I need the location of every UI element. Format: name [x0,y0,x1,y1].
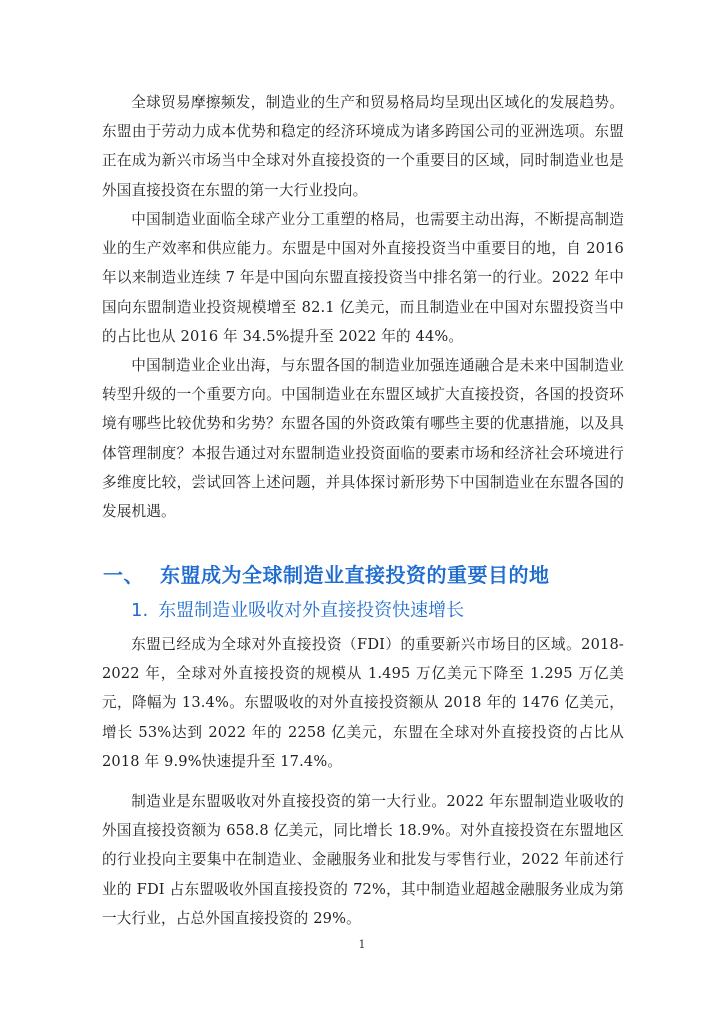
subsection-heading-number: 1. [131,600,149,621]
intro-paragraph-3: 中国制造业企业出海，与东盟各国的制造业加强连通融合是未来中国制造业转型升级的一个重要方向。中国制造业在东盟区域扩大直接投资，各国的投资环境有哪些比较优势和劣势？东盟各国的外资政策有哪些主要的优惠措施，以及具体管理制度？本报告通过对东盟制造业投资面临的要素市场和经济社会环境进行多维度比较，尝试回答上述问题，并具体探讨新形势下中国制造业在东盟各国的发展机遇。 [102,357,624,521]
section-heading-title: 东盟成为全球制造业直接投资的重要目的地 [160,563,550,587]
intro-paragraph-1: 全球贸易摩擦频发，制造业的生产和贸易格局均呈现出区域化的发展趋势。东盟由于劳动力成本优势和稳定的经济环境成为诸多跨国公司的亚洲选项。东盟正在成为新兴市场当中全球对外直接投资的一个重要目的区域，同时制造业也是外国直接投资在东盟的第一大行业投向。 [102,94,624,199]
section-heading [103,561,550,589]
body-paragraph-manufacturing: 制造业是东盟吸收对外直接投资的第一大行业。2022 年东盟制造业吸收的外国直接投资额为 658.8 亿美元，同比增长 18.9%。对外直接投资在东盟地区的行业投向主要集中在制造业、金融服务业和批发与零售行业，2022 年前述行业的 FDI 占东盟吸收外国直接投资的 72%，其中制造业超越金融服务业成为第一大行业，占总外国直接投资的 29%。 [102,793,624,927]
page-number: 1 [358,938,366,951]
body-paragraph-fdi-growth: 东盟已经成为全球对外直接投资（FDI）的重要新兴市场目的区域。2018-2022 年，全球对外直接投资的规模从 1.495 万亿美元下降至 1.295 万亿美元，降幅为 13.4%。东盟吸收的对外直接投资额从 2018 年的 1476 亿美元，增长 53%达到 2022 年的 2258 亿美元，东盟在全球对外直接投资的占比从 2018 年 9.9%快速提升至 17.4%。 [102,636,624,770]
section-heading-number: 一、 [103,563,144,587]
intro-paragraph-2: 中国制造业面临全球产业分工重塑的格局，也需要主动出海，不断提高制造业的生产效率和供应能力。东盟是中国对外直接投资当中重要目的地，自 2016 年以来制造业连续 7 年是中国向东盟直接投资当中排名第一的行业。2022 年中国向东盟制造业投资规模增至 82.1 亿美元，而且制造业在中国对东盟投资当中的占比也从 2016 年 34.5%提升至 2022 年的 44%。 [102,211,624,345]
subsection-heading [131,598,464,624]
subsection-heading-title: 东盟制造业吸收对外直接投资快速增长 [158,600,465,621]
